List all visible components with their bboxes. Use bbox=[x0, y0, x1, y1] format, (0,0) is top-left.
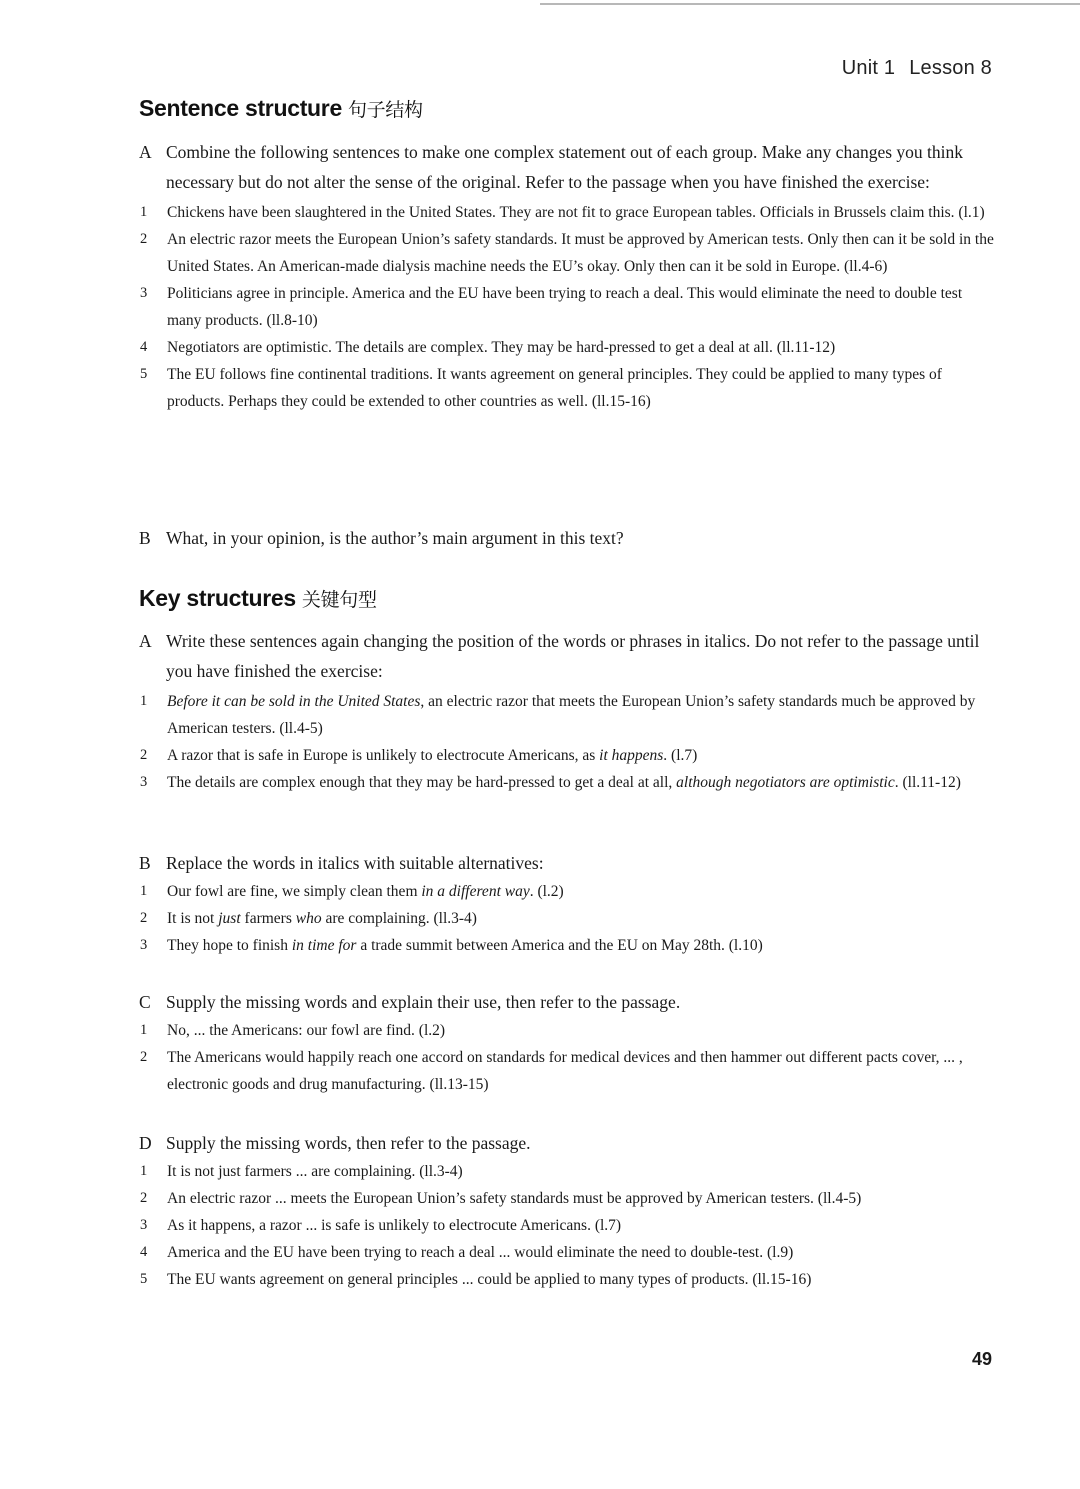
item-text: An electric razor meets the European Union’s safety standards. It must be approved by American tests. Only then can it be sold in the United States. An American-made dialysis machine needs the EU’s okay. Only then can it be sold in Europe. (ll.4-6) bbox=[167, 231, 994, 275]
item-text: An electric razor ... meets the European Union’s safety standards must be approved by American testers. (ll.4-5) bbox=[167, 1190, 862, 1207]
item-number: 1 bbox=[140, 883, 148, 899]
item-text-end: . (l.7) bbox=[663, 747, 698, 764]
lesson-label: Lesson 8 bbox=[909, 57, 992, 79]
section-title-en: Key structures bbox=[139, 585, 296, 611]
item-text: They hope to finish bbox=[167, 937, 292, 954]
list-item bbox=[139, 1158, 999, 1185]
item-number: 4 bbox=[140, 1244, 148, 1260]
list-item bbox=[139, 769, 999, 796]
list-item bbox=[139, 1017, 999, 1044]
top-rule bbox=[540, 3, 1080, 5]
exercise-instruction bbox=[139, 523, 999, 553]
item-text: A razor that is safe in Europe is unlikely to electrocute Americans, as bbox=[167, 747, 600, 764]
exercise-letter: A bbox=[139, 142, 152, 162]
item-text: Politicians agree in principle. America and the EU have been trying to reach a deal. This would eliminate the need to double test many products. (ll.8-10) bbox=[167, 285, 963, 329]
list-item bbox=[139, 199, 999, 226]
italic-phrase: in time for bbox=[291, 937, 357, 954]
item-number: 1 bbox=[140, 1022, 148, 1038]
instruction-text: Replace the words in italics with suitable alternatives: bbox=[166, 853, 544, 873]
exercise-item-list bbox=[139, 1017, 999, 1098]
exercise-letter: B bbox=[139, 528, 151, 548]
instruction-text: What, in your opinion, is the author’s main argument in this text? bbox=[166, 528, 624, 548]
instruction-text: Write these sentences again changing the position of the words or phrases in italics. Do not refer to the passage until you have finished the exercise: bbox=[166, 631, 980, 681]
key-structures-title bbox=[139, 585, 377, 612]
list-item bbox=[139, 1239, 999, 1266]
item-number: 3 bbox=[140, 1217, 148, 1233]
item-text-end: a trade summit between America and the EU on May 28th. (l.10) bbox=[356, 937, 763, 954]
section-title-en: Sentence structure bbox=[139, 95, 342, 121]
exercise-letter: D bbox=[139, 1133, 152, 1153]
list-item bbox=[139, 226, 999, 280]
item-text: As it happens, a razor ... is safe is unlikely to electrocute Americans. (l.7) bbox=[167, 1217, 622, 1234]
item-text-mid: farmers bbox=[240, 910, 296, 927]
key-structures-exercise-c bbox=[139, 987, 999, 1098]
italic-phrase: it happens bbox=[599, 747, 664, 764]
sentence-structure-title bbox=[139, 95, 423, 122]
item-text: Negotiators are optimistic. The details are complex. They may be hard-pressed to get a deal at all. (ll.11-12) bbox=[167, 339, 836, 356]
section-title-zh: 关键句型 bbox=[301, 589, 377, 611]
item-number: 2 bbox=[140, 1190, 148, 1206]
list-item bbox=[139, 742, 999, 769]
instruction-text: Supply the missing words, then refer to the passage. bbox=[166, 1133, 531, 1153]
list-item bbox=[139, 1185, 999, 1212]
list-item bbox=[139, 1212, 999, 1239]
unit-label: Unit 1 bbox=[841, 57, 896, 79]
exercise-letter: B bbox=[139, 853, 151, 873]
exercise-instruction bbox=[139, 1128, 999, 1158]
page-header bbox=[842, 57, 992, 80]
item-number: 5 bbox=[140, 1271, 148, 1287]
item-text: No, ... the Americans: our fowl are find. (l.2) bbox=[167, 1022, 446, 1039]
list-item bbox=[139, 688, 999, 742]
sentence-structure-exercise-a bbox=[139, 137, 999, 415]
item-text: The EU wants agreement on general principles ... could be applied to many types of products. (ll.15-16) bbox=[167, 1271, 812, 1288]
list-item bbox=[139, 878, 999, 905]
instruction-text: Combine the following sentences to make one complex statement out of each group. Make any changes you think necessary but do not alter the sense of the original. Refer to the passage when you have finished the exercise: bbox=[166, 142, 964, 192]
item-text-end: . (l.2) bbox=[529, 883, 564, 900]
item-text: Chickens have been slaughtered in the United States. They are not fit to grace European tables. Officials in Brussels claim this. (l.1) bbox=[167, 204, 985, 221]
key-structures-exercise-b bbox=[139, 848, 999, 959]
item-number: 2 bbox=[140, 1049, 148, 1065]
instruction-text: Supply the missing words and explain their use, then refer to the passage. bbox=[166, 992, 681, 1012]
exercise-instruction bbox=[139, 626, 999, 686]
list-item bbox=[139, 280, 999, 334]
item-text: It is not bbox=[167, 910, 219, 927]
item-text: The Americans would happily reach one accord on standards for medical devices and then hammer out different pacts cover, ... , electronic goods and drug manufacturing. (ll.13-15) bbox=[167, 1049, 963, 1093]
item-text: The EU follows fine continental traditions. It wants agreement on general principles. They could be applied to many types of products. Perhaps they could be extended to other countries as well. (ll.15-16) bbox=[167, 366, 942, 410]
key-structures-exercise-d bbox=[139, 1128, 999, 1293]
list-item bbox=[139, 905, 999, 932]
item-number: 1 bbox=[140, 204, 148, 220]
italic-phrase: in a different way bbox=[421, 883, 530, 900]
italic-phrase-2: who bbox=[295, 910, 322, 927]
item-text: America and the EU have been trying to reach a deal ... would eliminate the need to double-test. (l.9) bbox=[167, 1244, 794, 1261]
item-text-end: . (ll.11-12) bbox=[894, 774, 961, 791]
item-text: , an electric razor that meets the European Union’s safety standards much be approved by American testers. (ll.4-5) bbox=[167, 693, 976, 737]
section-title-zh: 句子结构 bbox=[347, 99, 423, 121]
list-item bbox=[139, 1044, 999, 1098]
italic-phrase: just bbox=[218, 910, 241, 927]
item-number: 2 bbox=[140, 231, 148, 247]
item-number: 1 bbox=[140, 1163, 148, 1179]
list-item bbox=[139, 1266, 999, 1293]
italic-phrase: although negotiators are optimistic bbox=[676, 774, 895, 791]
item-number: 3 bbox=[140, 937, 148, 953]
list-item bbox=[139, 932, 999, 959]
item-number: 2 bbox=[140, 747, 148, 763]
page-number: 49 bbox=[972, 1349, 993, 1369]
item-text-end: are complaining. (ll.3-4) bbox=[321, 910, 477, 927]
exercise-letter: A bbox=[139, 631, 152, 651]
list-item bbox=[139, 361, 999, 415]
italic-phrase: Before it can be sold in the United States bbox=[167, 693, 421, 710]
item-number: 3 bbox=[140, 774, 148, 790]
exercise-item-list bbox=[139, 1158, 999, 1293]
item-text: The details are complex enough that they may be hard-pressed to get a deal at all, bbox=[167, 774, 677, 791]
exercise-instruction bbox=[139, 848, 999, 878]
item-text: It is not just farmers ... are complaining. (ll.3-4) bbox=[167, 1163, 463, 1180]
key-structures-exercise-a bbox=[139, 626, 999, 796]
item-number: 3 bbox=[140, 285, 148, 301]
item-number: 4 bbox=[140, 339, 148, 355]
exercise-letter: C bbox=[139, 992, 151, 1012]
item-number: 5 bbox=[140, 366, 148, 382]
item-number: 1 bbox=[140, 693, 148, 709]
list-item bbox=[139, 334, 999, 361]
exercise-item-list bbox=[139, 199, 999, 415]
item-text: Our fowl are fine, we simply clean them bbox=[167, 883, 422, 900]
exercise-instruction bbox=[139, 137, 999, 197]
exercise-instruction bbox=[139, 987, 999, 1017]
exercise-item-list bbox=[139, 878, 999, 959]
item-number: 2 bbox=[140, 910, 148, 926]
exercise-item-list bbox=[139, 688, 999, 796]
sentence-structure-exercise-b bbox=[139, 523, 999, 553]
